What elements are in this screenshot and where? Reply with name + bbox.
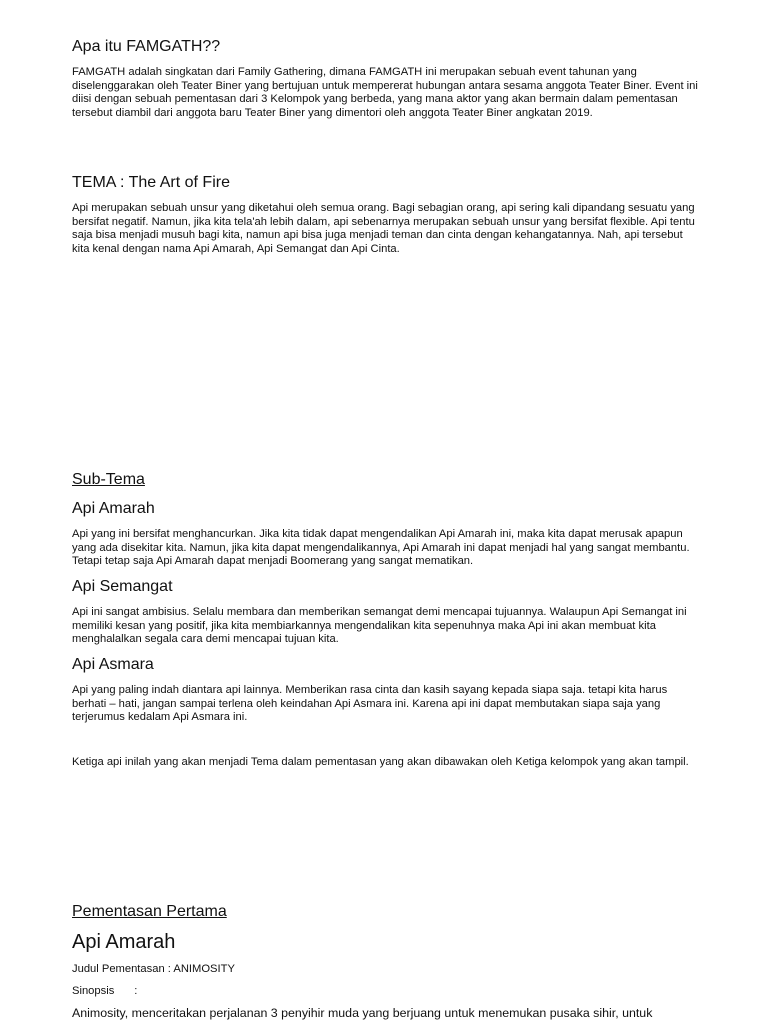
- subtheme-title-api-semangat: Api Semangat: [72, 578, 173, 595]
- performance-title: Api Amarah: [72, 931, 176, 953]
- performance-heading: Pementasan Pertama: [72, 903, 227, 920]
- intro-paragraph: FAMGATH adalah singkatan dari Family Gathering, dimana FAMGATH ini merupakan sebuah event tahunan yang diselenggarakan oleh Teater Biner yang bertujuan untuk mempererat hubungan antara sesama anggota Teater Biner. Event ini diisi dengan sebuah pementasan dari 3 Kelompok yang berbeda, yang mana aktor yang akan bermain dalam pementasan tersebut diambil dari anggota baru Teater Biner yang dimentori oleh anggota Teater Biner angkatan 2019.: [72, 66, 698, 119]
- performance-sinopsis-paragraph: Animosity, menceritakan perjalanan 3 penyihir muda yang berjuang untuk menemukan pusaka sihir, untuk: [72, 1006, 653, 1020]
- intro-heading: Apa itu FAMGATH??: [72, 38, 221, 55]
- document-page: [72, 0, 698, 1024]
- subtheme-title-api-amarah: Api Amarah: [72, 500, 155, 517]
- sinopsis-label: Sinopsis: [72, 985, 115, 997]
- subtheme-paragraph-api-asmara: Api yang paling indah diantara api lainnya. Memberikan rasa cinta dan kasih sayang kepada siapa saja. tetapi kita harus berhati – hati, jangan sampai terlena oleh keindahan Api Asmara ini. Karena api ini dapat membutakan siapa saja yang terjerumus kedalam Api Asmara ini.: [72, 684, 668, 724]
- subtheme-paragraph-api-amarah: Api yang ini bersifat menghancurkan. Jika kita tidak dapat mengendalikan Api Amarah ini, maka kita dapat merusak apapun yang ada disekitar kita. Namun, jika kita dapat mengendalikannya, Api Amarah ini dapat menjadi hal yang sangat membantu. Tetapi tetap saja Api Amarah dapat menjadi Boomerang yang sangat mematikan.: [72, 528, 690, 568]
- theme-heading: TEMA : The Art of Fire: [72, 174, 230, 191]
- subtheme-paragraph-api-semangat: Api ini sangat ambisius. Selalu membara dan memberikan semangat demi mencapai tujuannya. Walaupun Api Semangat ini memiliki kesan yang positif, jika kita membiarkannya mengendalikan kita sepenuhnya maka Api ini akan membuat kita menghalalkan segala cara demi mencapai tujuan kita.: [72, 606, 687, 646]
- theme-paragraph: Api merupakan sebuah unsur yang diketahui oleh semua orang. Bagi sebagian orang, api sering kali dipandang sesuatu yang bersifat negatif. Namun, jika kita tela'ah lebih dalam, api sebenarnya merupakan sebuah unsur yang bersifat flexible. Api tentu saja bisa menjadi musuh bagi kita, namun api bisa juga menjadi teman dan cinta dengan kehangatannya. Nah, api tersebut kita kenal dengan nama Api Amarah, Api Semangat dan Api Cinta.: [72, 202, 695, 255]
- performance-judul-line: Judul Pementasan : ANIMOSITY: [72, 963, 235, 975]
- performance-sinopsis-line: [72, 985, 698, 999]
- subtheme-title-api-asmara: Api Asmara: [72, 656, 154, 673]
- subtheme-heading: Sub-Tema: [72, 471, 145, 488]
- subtheme-closing-paragraph: Ketiga api inilah yang akan menjadi Tema dalam pementasan yang akan dibawakan oleh Ketiga kelompok yang akan tampil.: [72, 756, 689, 768]
- sinopsis-colon: :: [134, 985, 138, 997]
